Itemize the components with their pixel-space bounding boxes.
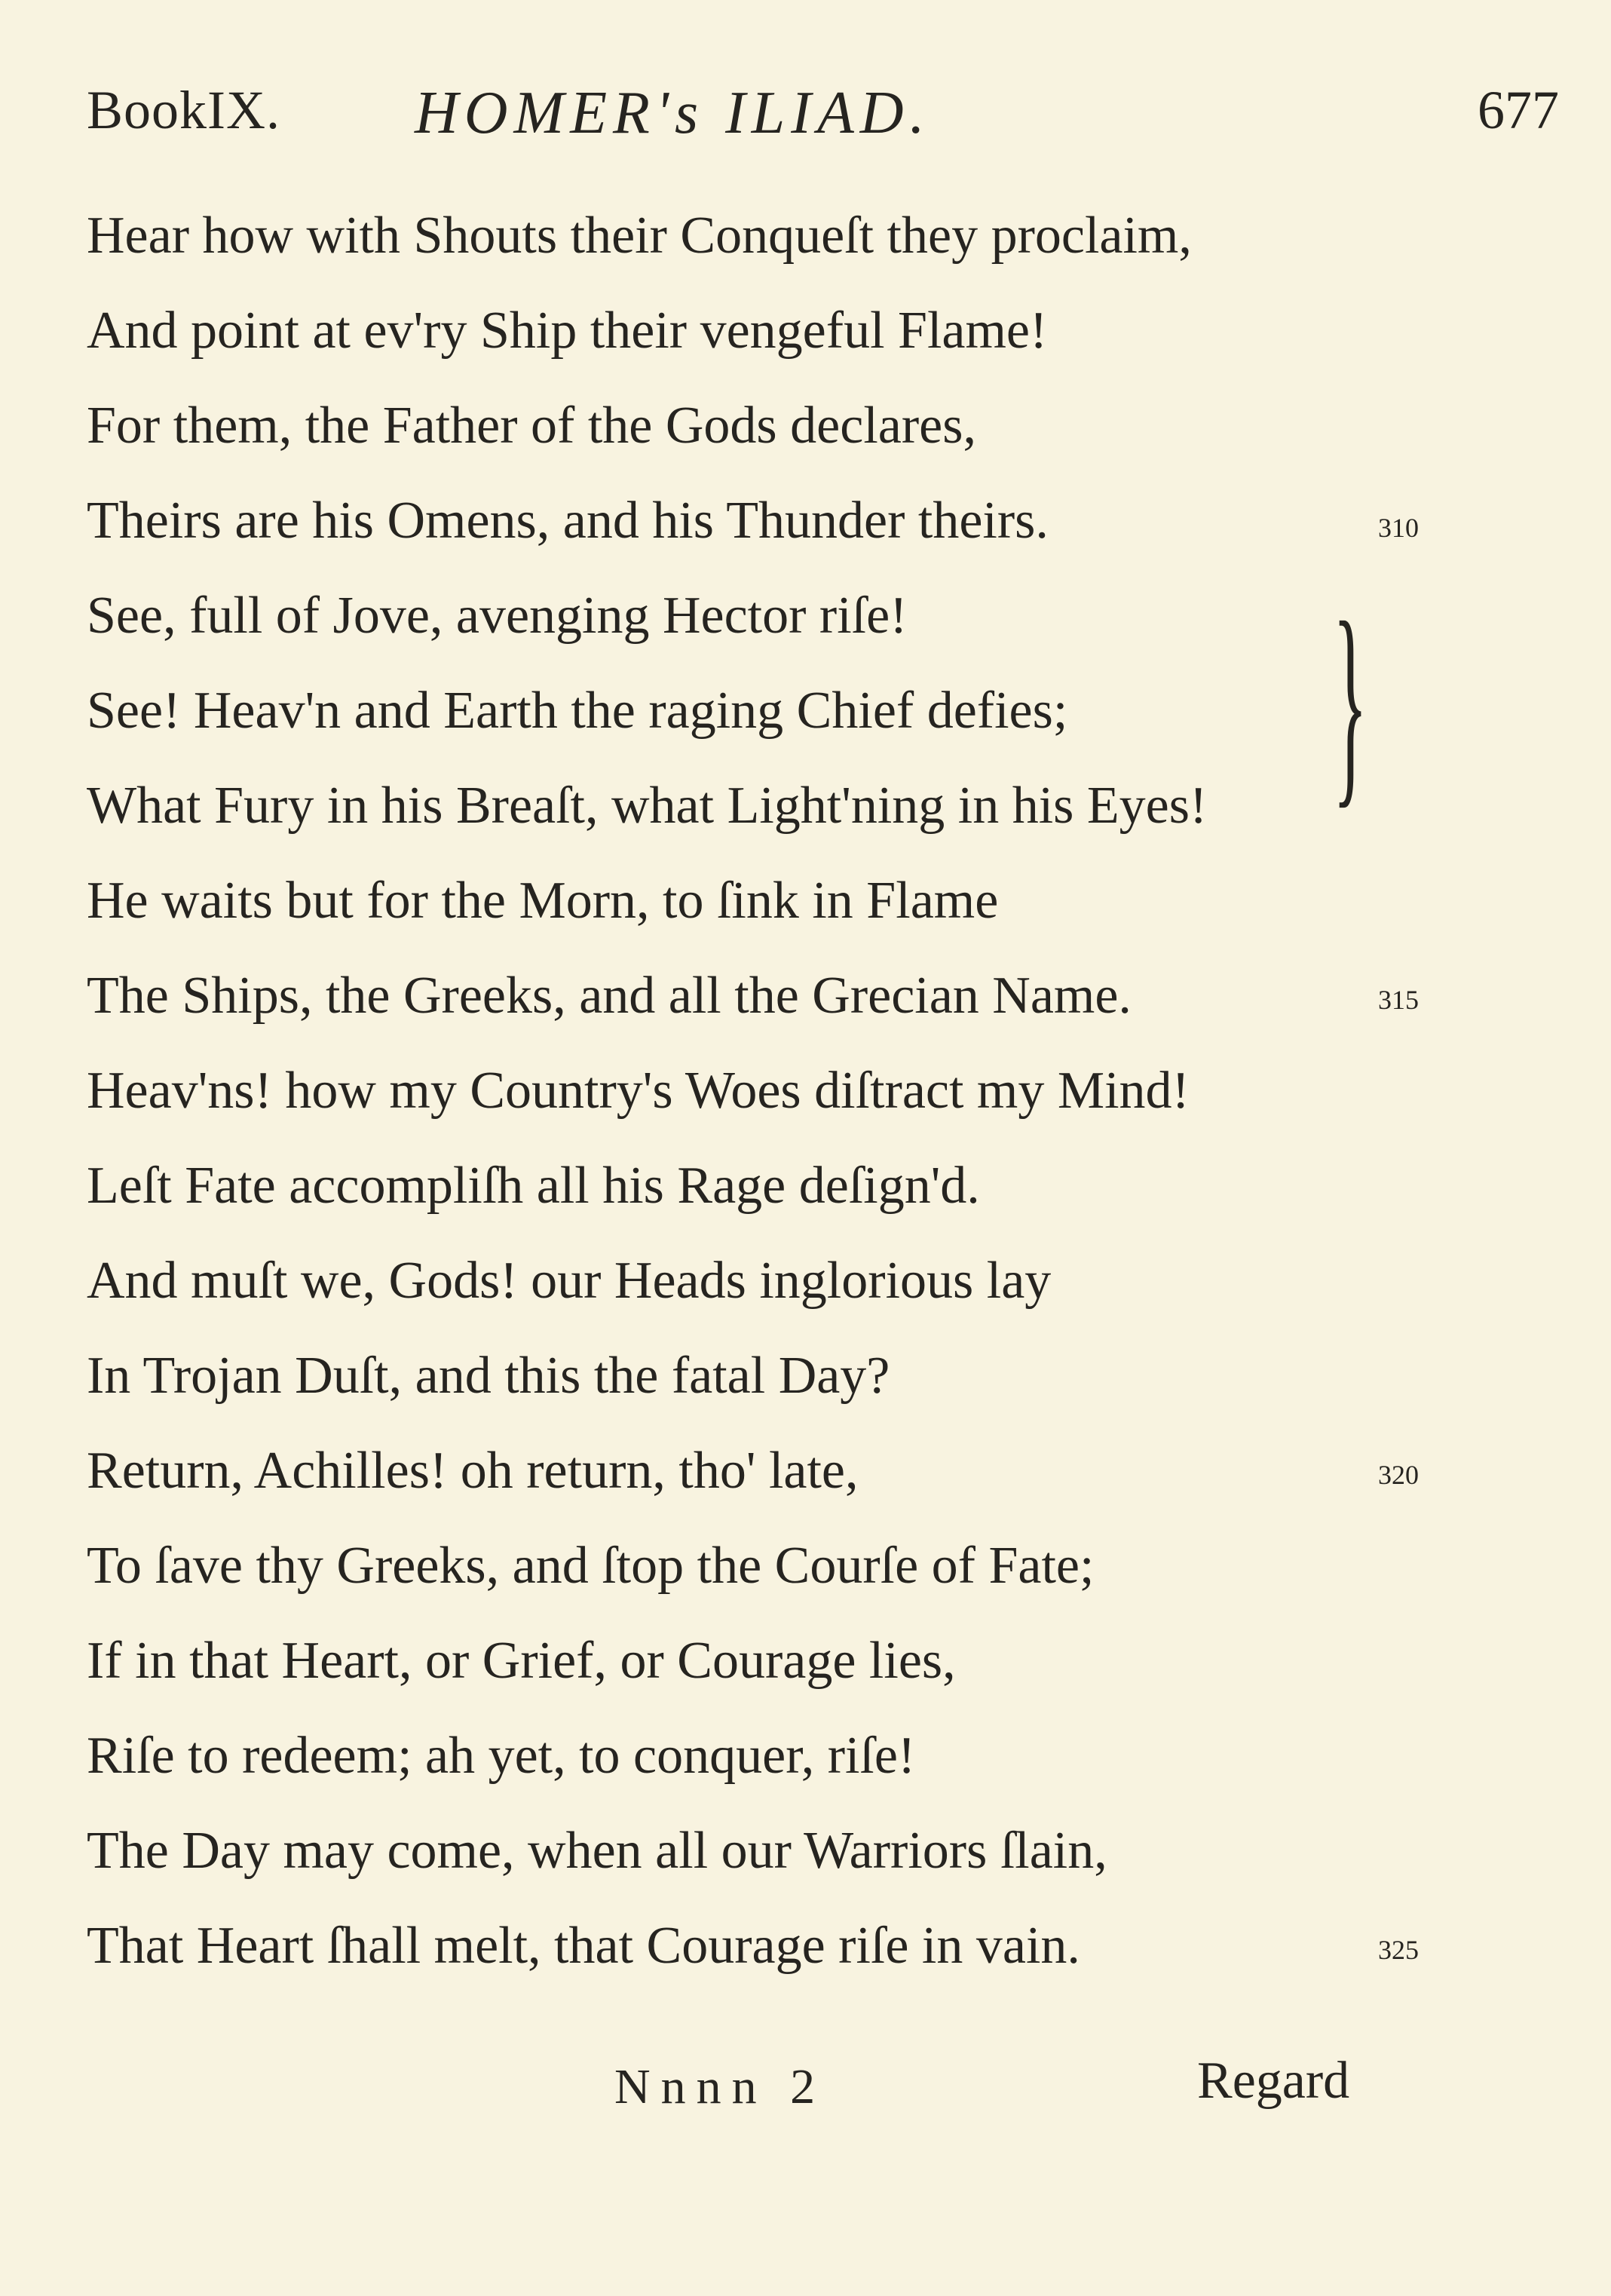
verse-line: Return, Achilles! oh return, tho' late, (87, 1442, 859, 1500)
catchword: Regard (1197, 2052, 1350, 2110)
verse-line: The Day may come, when all our Warriors ſlain, (87, 1822, 1107, 1880)
verse-line: See, full of Jove, avenging Hector riſe! (87, 587, 908, 645)
line-number: 315 (1378, 985, 1419, 1015)
verse-line: What Fury in his Breaſt, what Light'ning in his Eyes! (87, 777, 1208, 835)
verse-line: And muſt we, Gods! our Heads inglorious lay (87, 1252, 1052, 1310)
line-number: 325 (1378, 1935, 1419, 1965)
verse-line: Heav'ns! how my Country's Woes diſtract my Mind! (87, 1062, 1190, 1120)
signature-mark: Nnnn 2 (614, 2059, 826, 2114)
verse-line: In Trojan Duſt, and this the fatal Day? (87, 1347, 890, 1405)
running-header (0, 79, 1611, 162)
line-number: 310 (1378, 513, 1419, 543)
triplet-brace: } (1333, 576, 1368, 826)
verse-line: Leſt Fate accompliſh all his Rage deſign'd. (87, 1157, 980, 1215)
verse-line: That Heart ſhall melt, that Courage riſe in vain. (87, 1917, 1080, 1975)
verse-line: He waits but for the Morn, to ſink in Flame (87, 872, 999, 930)
verse-line: The Ships, the Greeks, and all the Grecian Name. (87, 967, 1132, 1025)
verse-line: If in that Heart, or Grief, or Courage lies, (87, 1632, 956, 1690)
line-number: 320 (1378, 1460, 1419, 1490)
verse-line: To ſave thy Greeks, and ſtop the Courſe of Fate; (87, 1537, 1095, 1595)
page-footer (0, 2052, 1611, 2134)
page-number: 677 (1478, 80, 1559, 140)
verse-line: Theirs are his Omens, and his Thunder theirs. (87, 492, 1049, 550)
verse-line: See! Heav'n and Earth the raging Chief defies; (87, 682, 1068, 740)
verse-line: Riſe to redeem; ah yet, to conquer, riſe! (87, 1727, 916, 1785)
verse-line: Hear how with Shouts their Conqueſt they proclaim, (87, 207, 1192, 265)
verse-line: And point at ev'ry Ship their vengeful Flame! (87, 302, 1048, 360)
book-label: BookIX. (87, 80, 280, 140)
verse-line: For them, the Father of the Gods declares, (87, 397, 976, 455)
running-title: HOMER's ILIAD. (415, 80, 931, 146)
